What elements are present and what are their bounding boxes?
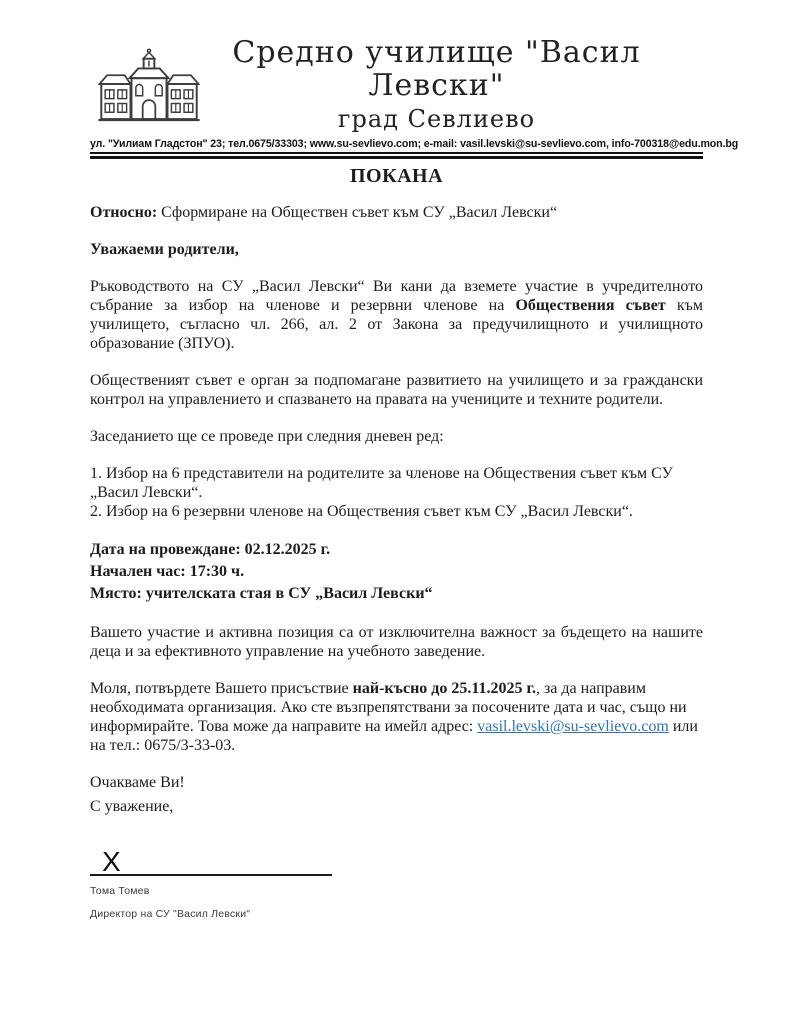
signature-x-mark: X [102,846,121,877]
invitation-text-end: към училището, съгласно чл. 266, ал. 2 от Закона за предучилищното и училищното образование (ЗПУО). [90,297,704,352]
confirmation-text-end: или на тел.: 0675/3-33-03. [90,718,698,754]
closing-line-1: Очакваме Ви! [90,774,185,791]
signatory-name: Тома Томев [90,884,150,897]
agenda-list [90,464,703,521]
confirmation-paragraph [90,679,703,755]
school-name-block [200,36,703,133]
letterhead [90,35,739,159]
signature-line [90,846,332,877]
confirmation-text-mid: , за да направим необходимата организация. Ако сте възпрепятствани за посочените дата и час, също ни информирайте. Това може да направите на имейл адрес: [90,680,687,735]
meeting-time: Начален час: 17:30 ч. [90,563,245,580]
email-link[interactable]: vasil.levski@su-sevlievo.com [477,718,669,735]
letter-title: ПОКАНА [349,165,444,187]
school-building-logo [98,48,200,122]
agenda-item-1: 1. Избор на 6 представители на родителите за членове на Обществения съвет към СУ „Васил Левски“. [90,465,673,501]
council-role-paragraph: Общественият съвет е орган за подпомагане развитието на училището и за граждански контрол на управлението и спазването на правата на учениците и техните родители. [90,372,703,408]
letterhead-top [90,36,703,133]
subject-line [90,203,703,222]
invitation-paragraph [90,277,703,353]
school-city: град Севлиево [337,105,536,133]
school-name: Средно училище "Васил Левски" [232,35,641,103]
meeting-place: Място: учителската стая в СУ „Васил Левски“ [90,585,433,602]
agenda-item-2: 2. Избор на 6 резервни членове на Обществения съвет към СУ „Васил Левски“. [90,503,633,520]
agenda-intro: Заседанието ще се проведе при следния дневен ред: [90,428,444,445]
confirmation-deadline: най-късно до 25.11.2025 г. [352,680,536,697]
salutation: Уважаеми родители, [90,241,239,258]
signatory-title: Директор на СУ "Васил Левски" [90,907,251,920]
confirmation-text-start: Моля, потвърдете Вашето присъствие [90,680,353,697]
importance-paragraph: Вашето участие и активна позиция са от изключителна важност за бъдещето на нашите деца и за ефективното управление на учебното заведение. [90,624,703,660]
invitation-text-start: Ръководството на СУ „Васил Левски“ Ви кани да вземете участие в учредителното събрание за избор на членове и резервни членове на [90,278,703,314]
header-divider [90,152,703,159]
signature-block [90,846,332,924]
closing-line-2: С уважение, [90,798,174,815]
contact-info-line: ул. "Уилиам Гладстон" 23; тел.0675/33303; www.su-sevlievo.com; e-mail: vasil.levski@su-sevlievo.com, info-700318@edu.mon.bg [90,138,739,150]
subject-text: Сформиране на Обществен съвет към СУ „Васил Левски“ [161,204,558,221]
subject-label: Относно: [90,204,158,221]
school-building-icon [98,48,200,122]
invitation-bold-term: Обществения съвет [515,297,666,314]
meeting-date: Дата на провеждане: 02.12.2025 г. [90,541,331,558]
letter-content [90,167,703,924]
meeting-details [90,539,703,605]
